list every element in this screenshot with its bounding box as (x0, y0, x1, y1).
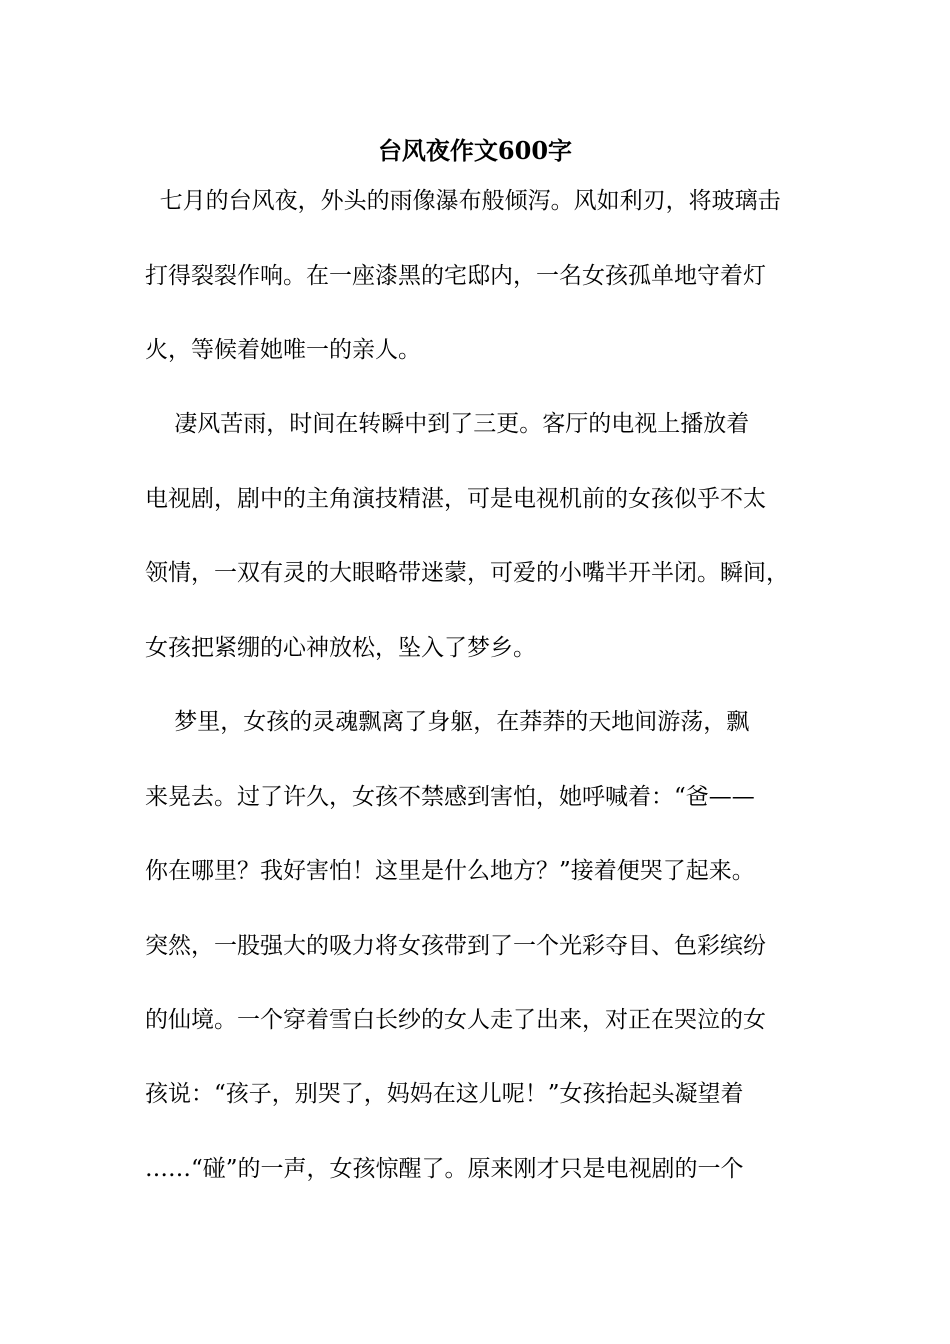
text-line: 梦里，女孩的灵魂飘离了身躯，在莽莽的天地间游荡，飘 (145, 709, 750, 735)
text-line: ……“碰”的一声，女孩惊醒了。原来刚才只是电视剧的一个 (145, 1156, 744, 1182)
text-line: 凄风苦雨，时间在转瞬中到了三更。客厅的电视上播放着 (145, 411, 750, 437)
text-line: 来晃去。过了许久，女孩不禁感到害怕，她呼喊着：“爸—— (145, 784, 755, 810)
document-title: 台风夜作文600字 (377, 136, 573, 165)
text-line: 女孩把紧绷的心神放松，坠入了梦乡。 (145, 635, 536, 661)
text-line: 孩说：“孩子，别哭了，妈妈在这儿呢！”女孩抬起头凝望着 (145, 1081, 744, 1107)
text-line: 的仙境。一个穿着雪白长纱的女人走了出来，对正在哭泣的女 (145, 1007, 766, 1033)
text-line: 电视剧，剧中的主角演技精湛，可是电视机前的女孩似乎不太 (145, 486, 766, 512)
text-line: 打得裂裂作响。在一座漆黑的宅邸内，一名女孩孤单地守着灯 (145, 263, 766, 289)
text-line: 突然，一股强大的吸力将女孩带到了一个光彩夺目、色彩缤纷 (145, 933, 766, 959)
text-line: 你在哪里？我好害怕！这里是什么地方？”接着便哭了起来。 (145, 858, 755, 884)
text-line: 七月的台风夜，外头的雨像瀑布般倾泻。风如利刃，将玻璃击 (145, 188, 781, 214)
text-line: 领情，一双有灵的大眼略带迷蒙，可爱的小嘴半开半闭。瞬间， (145, 560, 789, 586)
text-line: 火，等候着她唯一的亲人。 (145, 337, 421, 363)
